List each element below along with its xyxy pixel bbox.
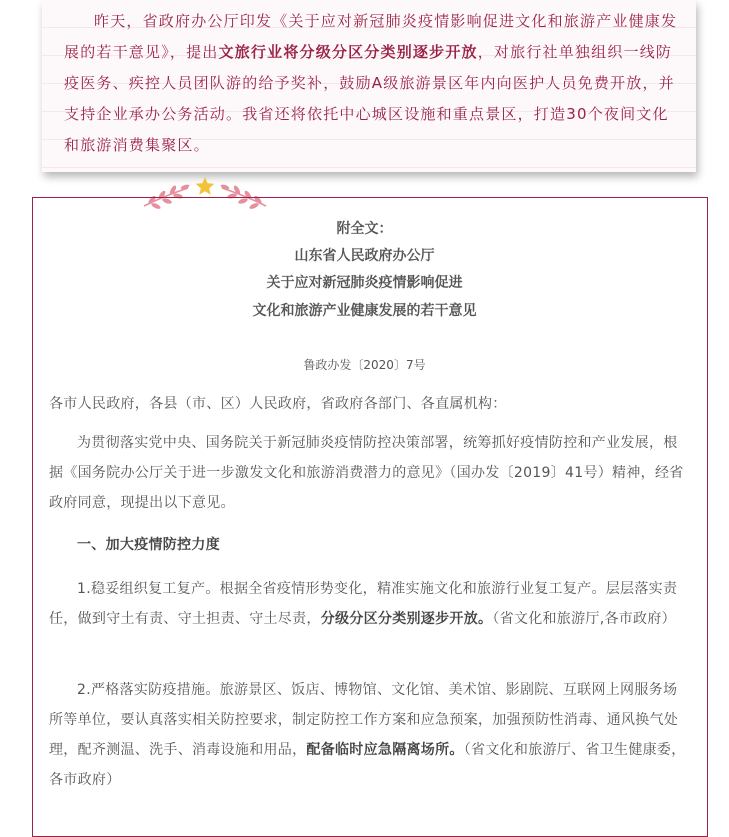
summary-highlight: 文旅行业将分级分区分类别逐步开放 <box>218 43 478 61</box>
salutation: 各市人民政府，各县（市、区）人民政府，省政府各部门、各直属机构： <box>49 396 507 412</box>
document-title-line-2: 文化和旅游产业健康发展的若干意见 <box>252 303 477 319</box>
item-1-highlight: 分级分区分类别逐步开放。 <box>320 611 493 627</box>
item-2-responsible: （省文化和旅游厅、省卫生健康委，各市政府） <box>49 742 686 788</box>
section-heading <box>49 530 689 560</box>
section-heading-text: 一、加大疫情防控力度 <box>77 537 220 553</box>
item-1-text: 1.稳妥组织复工复产。根据全省疫情形势变化，精准实施文化和旅游行业复工复产。层层落实责任，做到守土有责、守土担责、守土尽责， <box>49 581 678 627</box>
summary-paragraph <box>64 6 684 161</box>
document-title-line-1: 关于应对新冠肺炎疫情影响促进 <box>266 275 463 291</box>
item-1-responsible: （省文化和旅游厅,各市政府） <box>492 611 676 627</box>
item-2-paragraph <box>49 675 691 795</box>
summary-text-end: ，对旅行社单独组织一线防疫医务、疾控人员团队游的给予奖补，鼓励A级旅游景区年内向医护人员免费开放，并支持企业承办公务活动。我省还将依托中心城区设施和重点景区，打造30个夜间文化和旅游消费集聚区。 <box>64 43 675 154</box>
issuer-title: 山东省人民政府办公厅 <box>294 248 435 264</box>
item-2-highlight: 配备临时应急隔离场所。 <box>306 742 464 758</box>
summary-card <box>42 0 696 172</box>
preface-paragraph: 为贯彻落实党中央、国务院关于新冠肺炎疫情防控决策部署，统筹抓好疫情防控和产业发展，根据《国务院办公厅关于进一步激发文化和旅游消费潜力的意见》（国办发〔2019〕41号）精神，经省政府同意，现提出以下意见。 <box>49 435 684 511</box>
item-2-text: 2.严格落实防疫措施。旅游景区、饭店、博物馆、文化馆、美术馆、影剧院、互联网上网服务场所等单位，要认真落实相关防控要求，制定防控工作方案和应急预案，加强预防性消毒、通风换气处理，配齐测温、洗手、消毒设施和用品， <box>49 682 679 758</box>
attachment-label: 附全文： <box>336 221 393 237</box>
item-1-paragraph <box>49 574 691 634</box>
document-number: 鲁政办发〔2020〕7号 <box>303 358 426 372</box>
summary-text-start: 昨天，省政府办公厅印发《关于应对新冠肺炎疫情影响促进文化和旅游产业健康发展的若干意见》，提出 <box>64 12 678 61</box>
